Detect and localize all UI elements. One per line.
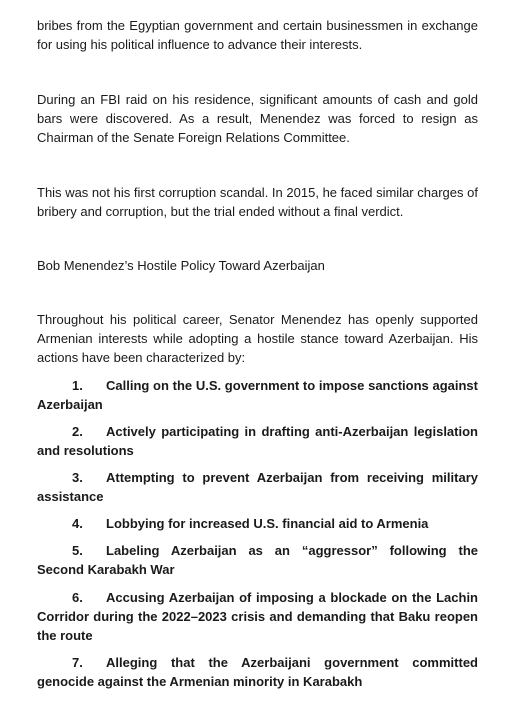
list-number: 1.: [72, 378, 83, 393]
list-text: Actively participating in drafting anti-Azerbaijan legislation and resolutions: [37, 424, 478, 458]
paragraph-prior-scandal: This was not his first corruption scandal. In 2015, he faced similar charges of bribery and corruption, but the trial ended without a final verdict.: [37, 185, 478, 219]
list-item-5: [37, 541, 478, 579]
list-number: 5.: [72, 543, 83, 558]
list-item-6: [37, 588, 478, 645]
list-item-1: [37, 376, 478, 414]
list-text: Accusing Azerbaijan of imposing a blockade on the Lachin Corridor during the 2022–2023 crisis and demanding that Baku reopen the route: [37, 590, 478, 643]
list-item-2: [37, 422, 478, 460]
list-number: 6.: [72, 590, 83, 605]
list-number: 7.: [72, 655, 83, 670]
list-item-4: [37, 514, 478, 533]
list-text: Attempting to prevent Azerbaijan from receiving military assistance: [37, 470, 478, 504]
list-number: 2.: [72, 424, 83, 439]
list-text: Lobbying for increased U.S. financial aid to Armenia: [106, 516, 429, 531]
list-number: 3.: [72, 470, 83, 485]
paragraph-bribes: bribes from the Egyptian government and certain businessmen in exchange for using his political influence to advance their interests.: [37, 18, 478, 52]
section-heading: Bob Menendez’s Hostile Policy Toward Azerbaijan: [37, 258, 325, 273]
paragraph-fbi-raid: During an FBI raid on his residence, significant amounts of cash and gold bars were discovered. As a result, Menendez was forced to resign as Chairman of the Senate Foreign Relations Committee.: [37, 92, 478, 145]
list-text: Alleging that the Azerbaijani government committed genocide against the Armenian minority in Karabakh: [37, 655, 478, 689]
list-text: Calling on the U.S. government to impose sanctions against Azerbaijan: [37, 378, 478, 412]
list-text: Labeling Azerbaijan as an “aggressor” following the Second Karabakh War: [37, 543, 478, 577]
paragraph-political-career: Throughout his political career, Senator Menendez has openly supported Armenian interests while adopting a hostile stance toward Azerbaijan. His actions have been characterized by:: [37, 312, 478, 365]
list-item-7: [37, 653, 478, 691]
list-item-3: [37, 468, 478, 506]
list-number: 4.: [72, 516, 83, 531]
